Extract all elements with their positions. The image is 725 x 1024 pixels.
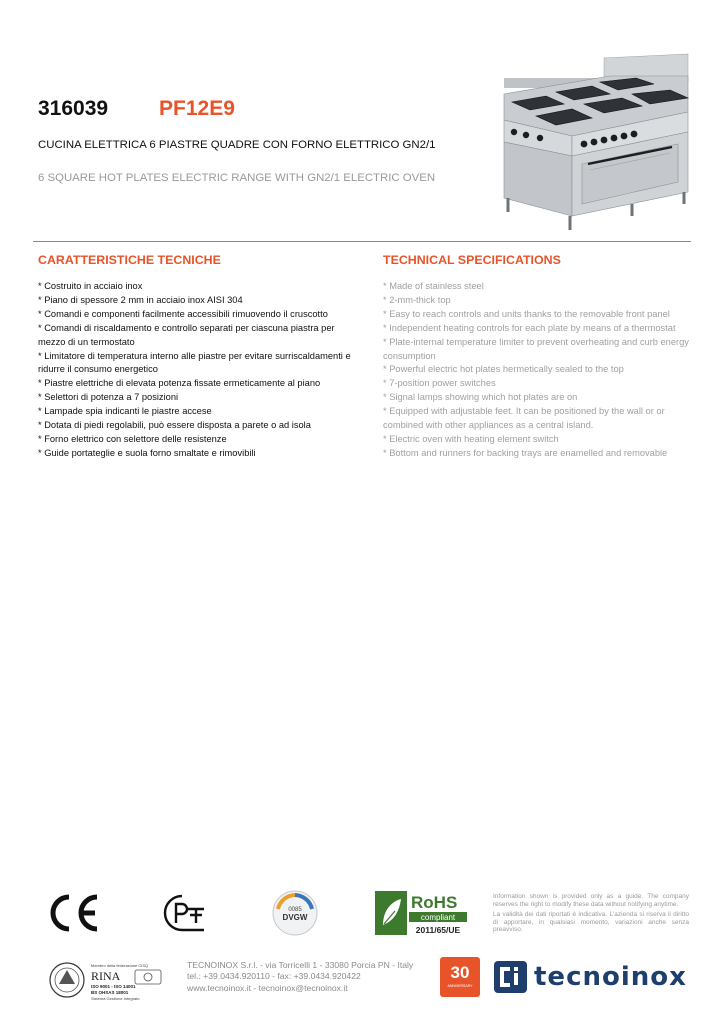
rina-member: Membro della federazione CISQ bbox=[91, 963, 149, 968]
list-item: * Costruito in acciaio inox bbox=[38, 281, 143, 291]
list-item: * Signal lamps showing which hot plates are on bbox=[383, 392, 578, 403]
disclaimer-it: La validità dei dati riportati è indicativa. L'azienda si riserva il diritto di apportare, in qualsiasi momento, variazioni anche senza preavviso. bbox=[493, 911, 689, 934]
rohs-directive: 2011/65/UE bbox=[415, 925, 461, 935]
company-info bbox=[187, 960, 413, 994]
rina-ohsas: BS OHSAS 18001 bbox=[91, 990, 129, 995]
dvgw-label: DVGW bbox=[282, 913, 308, 922]
company-phone: tel.: +39.0434.920110 - fax: +39.0434.920422 bbox=[187, 971, 361, 982]
list-item: * Comandi di riscaldamento e controllo separati per ciascuna piastra per mezzo di un termostato bbox=[38, 322, 335, 347]
list-item: * Guide portateglie e suola forno smaltate e rimovibili bbox=[38, 447, 256, 458]
product-code: 316039 bbox=[38, 97, 109, 120]
spec-list-en bbox=[383, 280, 693, 461]
list-item: * Equipped with adjustable feet. It can be positioned by the wall or or combined with other appliances as a central island. bbox=[383, 406, 665, 431]
section-title-it: CARATTERISTICHE TECNICHE bbox=[38, 253, 221, 267]
spec-list-it bbox=[38, 280, 358, 461]
dvgw-number: 0085 bbox=[288, 907, 302, 913]
section-divider bbox=[33, 241, 691, 242]
list-item: * Limitatore di temperatura interno alle piastre per evitare surriscaldamenti e ridurre il consumo energetico bbox=[38, 350, 351, 375]
company-web: www.tecnoinox.it - tecnoinox@tecnoinox.it bbox=[187, 982, 348, 993]
list-item: * Plate-internal temperature limiter to prevent overheating and curb energy consumption bbox=[383, 336, 689, 361]
disclaimer-en: Information shown is provided only as a guide. The company reserves the right to modify these data without notifying anytime. bbox=[493, 893, 689, 908]
rina-system: Sistema Gestione Integrato bbox=[91, 996, 140, 1001]
list-item: * Dotata di piedi regolabili, può essere disposta a parete o ad isola bbox=[38, 420, 311, 431]
list-item: * Independent heating controls for each plate by means of a thermostat bbox=[383, 322, 676, 333]
rohs-icon bbox=[375, 891, 467, 935]
disclaimer bbox=[493, 893, 689, 937]
company-address: TECNOINOX S.r.l. - via Torricelli 1 - 33080 Porcia PN - Italy bbox=[187, 960, 414, 970]
ce-mark-icon bbox=[45, 893, 101, 933]
list-item: * 7-position power switches bbox=[383, 378, 496, 389]
list-item: * Made of stainless steel bbox=[383, 281, 484, 291]
company-logo bbox=[494, 961, 690, 993]
list-item: * Selettori di potenza a 7 posizioni bbox=[38, 392, 179, 403]
list-item: * Electric oven with heating element switch bbox=[383, 433, 559, 444]
rohs-title: RoHS bbox=[411, 893, 458, 912]
section-title-en: TECHNICAL SPECIFICATIONS bbox=[383, 253, 561, 267]
list-item: * Piano di spessore 2 mm in acciaio inox AISI 304 bbox=[38, 294, 243, 305]
list-item: * Easy to reach controls and units thanks to the removable front panel bbox=[383, 308, 670, 319]
logo-mark bbox=[494, 961, 527, 993]
anniversary-number: 30 bbox=[450, 963, 470, 982]
list-item: * Powerful electric hot plates hermetically sealed to the top bbox=[383, 364, 624, 375]
product-image bbox=[492, 52, 692, 234]
dvgw-mark bbox=[270, 888, 320, 938]
anniversary-badge bbox=[440, 957, 480, 997]
rohs-sub: compliant bbox=[420, 913, 456, 922]
anniversary-label: ANNIVERSARY bbox=[447, 984, 473, 988]
list-item: * Bottom and runners for backing trays are enamelled and removable bbox=[383, 447, 668, 458]
dvgw-icon bbox=[270, 888, 320, 938]
rina-name: RINA bbox=[91, 969, 121, 983]
rina-iso: ISO 9001 - ISO 14001 bbox=[91, 984, 136, 989]
list-item: * Comandi e componenti facilmente accessibili rimuovendo il cruscotto bbox=[38, 308, 328, 319]
pct-mark-icon bbox=[160, 893, 216, 933]
list-item: * Forno elettrico con selettore delle resistenze bbox=[38, 433, 227, 444]
list-item: * 2-mm-thick top bbox=[383, 294, 451, 305]
logo-wordmark: tecnoinox bbox=[534, 962, 687, 992]
rohs-mark bbox=[375, 891, 467, 935]
rina-certification bbox=[47, 958, 163, 1002]
list-item: * Piastre elettriche di elevata potenza fissate ermeticamente al piano bbox=[38, 378, 321, 389]
product-model: PF12E9 bbox=[159, 97, 235, 120]
list-item: * Lampade spia indicanti le piastre accese bbox=[38, 406, 212, 417]
ci-logo-icon bbox=[494, 961, 527, 993]
product-description-en: 6 SQUARE HOT PLATES ELECTRIC RANGE WITH GN2/1 ELECTRIC OVEN bbox=[38, 172, 436, 184]
product-description-it: CUCINA ELETTRICA 6 PIASTRE QUADRE CON FORNO ELETTRICO GN2/1 bbox=[38, 139, 436, 151]
